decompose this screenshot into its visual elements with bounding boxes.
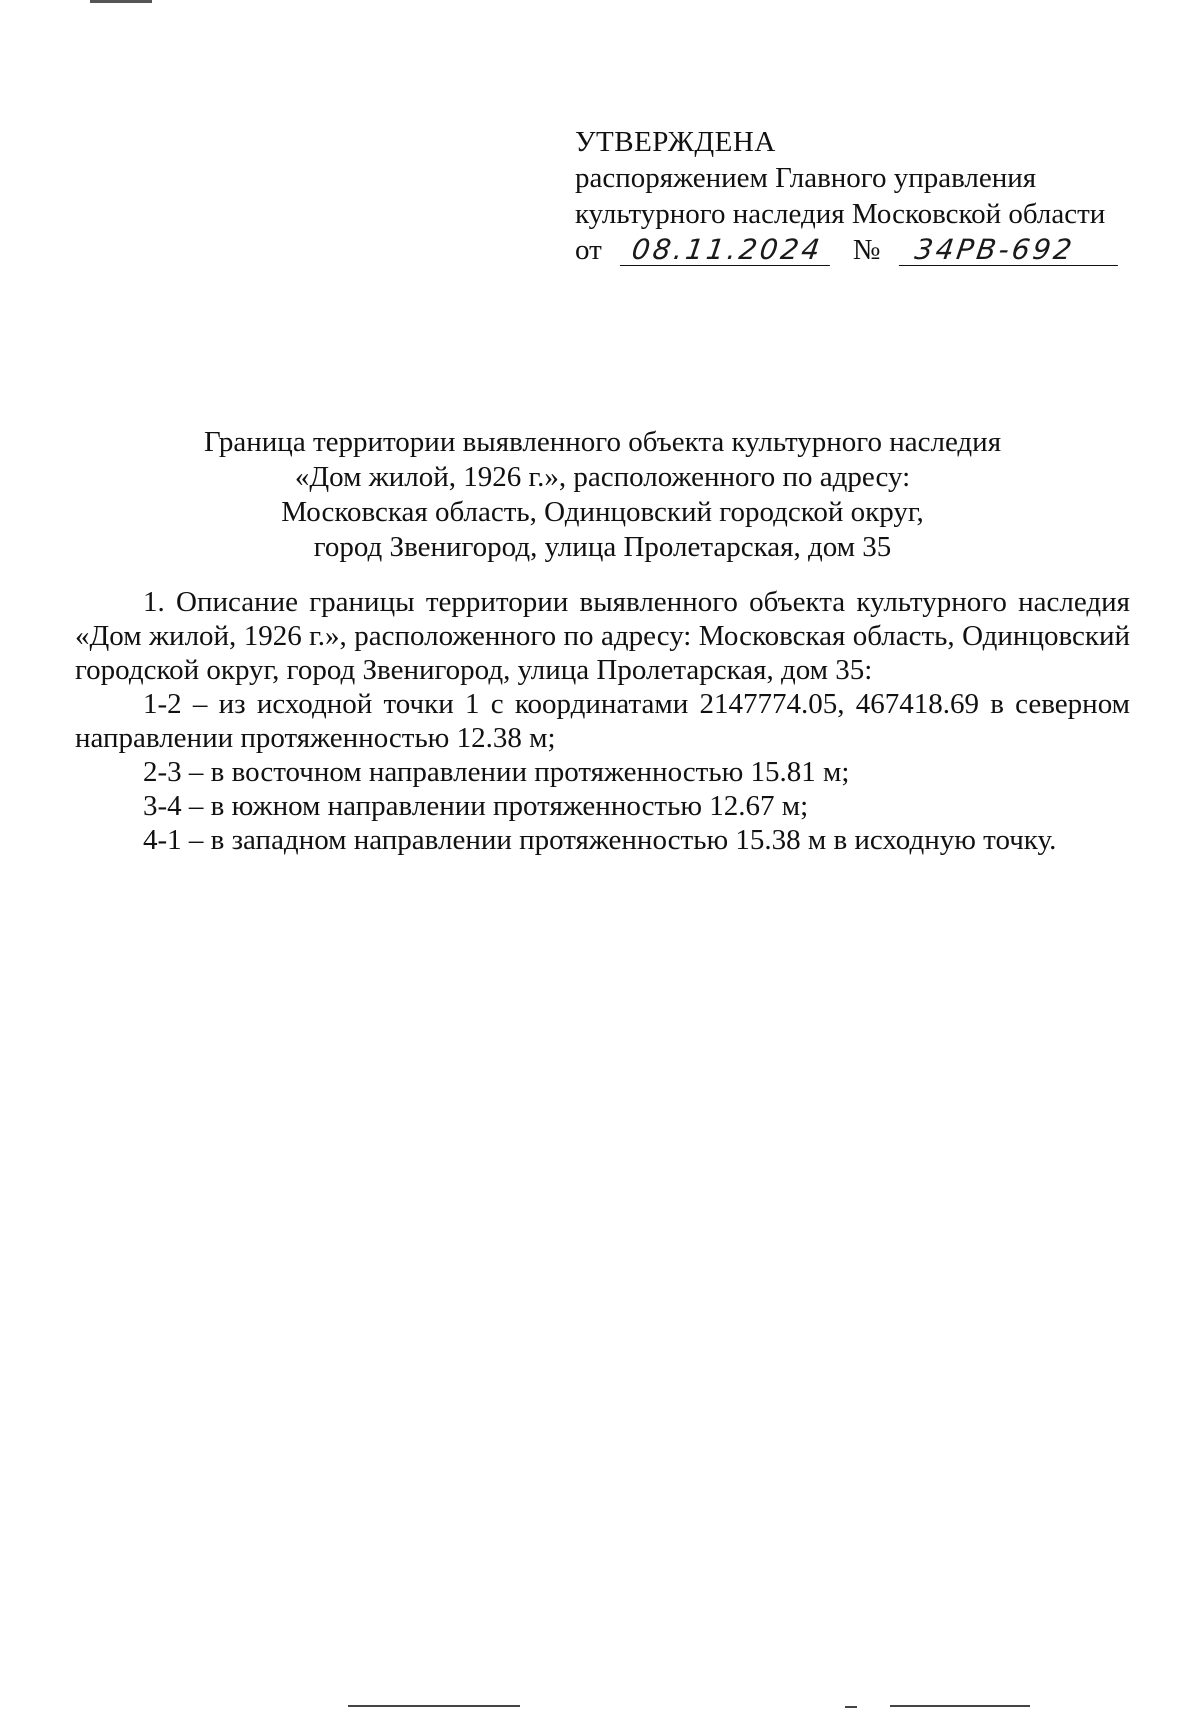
title-line-3: Московская область, Одинцовский городской округ, bbox=[281, 496, 924, 528]
approval-reference-line bbox=[575, 232, 1135, 272]
boundary-segment-4-1: 4-1 – в западном направлении протяженностью 15.38 м в исходную точку. bbox=[143, 824, 1057, 856]
approval-stamp-block bbox=[575, 124, 1135, 272]
approval-title: УТВЕРЖДЕНА bbox=[575, 126, 776, 158]
boundary-segment-2-3: 2-3 – в восточном направлении протяженностью 15.81 м; bbox=[143, 756, 850, 788]
handwritten-number: 34РВ-692 bbox=[899, 235, 1122, 266]
description-intro-paragraph: 1. Описание границы территории выявленного объекта культурного наследия «Дом жилой, 1926 г.», расположенного по адресу: Московская область, Одинцовский городской округ, город Звенигород, улица Пролетарская, дом 35: bbox=[75, 586, 1130, 686]
footer-rule-right bbox=[890, 1705, 1030, 1707]
number-label: № bbox=[852, 234, 881, 266]
boundary-segment-3-4: 3-4 – в южном направлении протяженностью 12.67 м; bbox=[143, 790, 809, 822]
title-line-4: город Звенигород, улица Пролетарская, дом 35 bbox=[313, 531, 892, 563]
from-label: от bbox=[575, 234, 602, 266]
document-title bbox=[75, 425, 1130, 565]
footer-rule-left bbox=[348, 1705, 520, 1707]
title-line-1: Граница территории выявленного объекта культурного наследия bbox=[203, 426, 1002, 458]
title-line-2: «Дом жилой, 1926 г.», расположенного по адресу: bbox=[294, 461, 911, 493]
boundary-description bbox=[75, 585, 1130, 857]
approval-line-1: распоряжением Главного управления bbox=[575, 162, 1037, 194]
handwritten-date: 08.11.2024 bbox=[620, 235, 834, 266]
scan-artifact-mark bbox=[90, 0, 152, 3]
approval-line-2: культурного наследия Московской области bbox=[575, 198, 1106, 230]
footer-rule-mark bbox=[845, 1706, 857, 1708]
boundary-segment-1-2: 1-2 – из исходной точки 1 с координатами 2147774.05, 467418.69 в северном направлении протяженностью 12.38 м; bbox=[75, 688, 1130, 754]
